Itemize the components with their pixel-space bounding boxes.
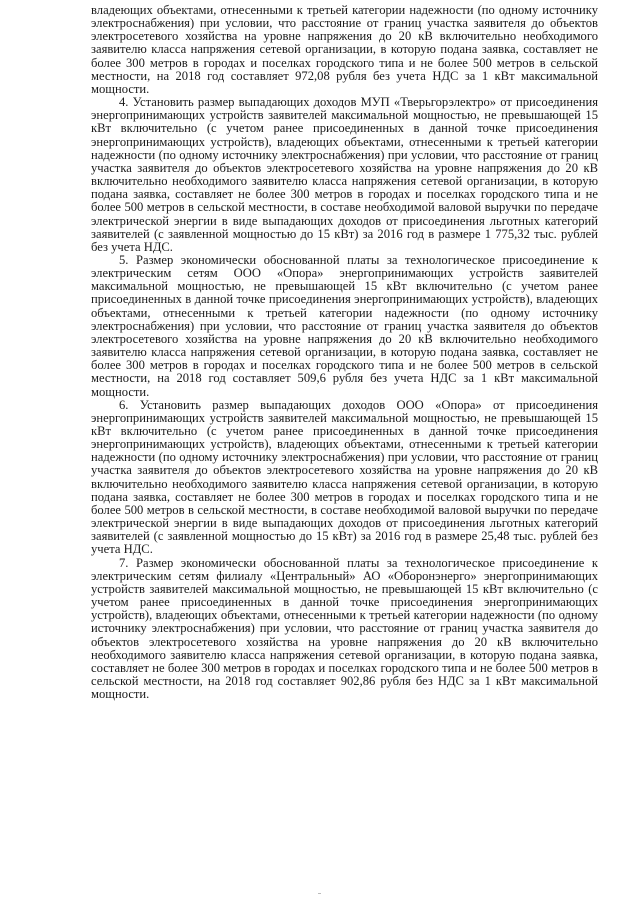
paragraph-item-5: 5. Размер экономически обоснованной платы за технологическое присоединение к электрическим сетям ООО «Опора» энергопринимающих устройств заявителей максимальной мощностью, не превышающей 15 кВт включительно (с учетом ранее присоединенных в данной точке присоединения энергопринимающих устройств), владеющих объектами, отнесенными к третьей категории надежности (по одному источнику электроснабжения) при условии, что расстояние от границ участка заявителя до объектов электросетевого хозяйства на уровне напряжения до 20 кВ включительно необходимого заявителю класса напряжения сетевой организации, в которую подана заявка, составляет не более 300 метров в городах и поселках городского типа и не более 500 метров в сельской местности, на 2018 год составляет 509,6 рубля без учета НДС за 1 кВт максимальной мощности. bbox=[91, 252, 598, 399]
paragraph-continuation: владеющих объектами, отнесенными к третьей категории надежности (по одному источнику электроснабжения) при условии, что расстояние от границ участка заявителя до объектов электросетевого хозяйства на уровне напряжения до 20 кВ включительно необходимого заявителю класса напряжения сетевой организации, в которую подана заявка, составляет не более 300 метров в городах и поселках городского типа и не более 500 метров в сельской местности, на 2018 год составляет 972,08 рубля без учета НДС за 1 кВт максимальной мощности. bbox=[91, 3, 598, 96]
paragraph-item-4: 4. Установить размер выпадающих доходов МУП «Тверьгорэлектро» от присоединения энергопринимающих устройств заявителей максимальной мощностью, не превышающей 15 кВт включительно (с учетом ранее присоединенных в данной точке присоединения энергопринимающих устройств), владеющих объектами, отнесенными к третьей категории надежности (по одному источнику электроснабжения) при условии, что расстояние от границ участка заявителя до объектов электросетевого хозяйства на уровне напряжения до 20 кВ включительно необходимого заявителю класса напряжения сетевой организации, в которую подана заявка, составляет не более 300 метров в городах и поселках городского типа и не более 500 метров в сельской местности, в составе необходимой валовой выручки по передаче электрической энергии в виде выпадающих доходов от присоединения льготных категорий заявителей (с заявленной мощностью до 15 кВт) за 2016 год в размере 1 775,32 тыс. рублей без учета НДС. bbox=[91, 95, 598, 254]
paragraph-item-6: 6. Установить размер выпадающих доходов ООО «Опора» от присоединения энергопринимающих устройств заявителей максимальной мощностью, не превышающей 15 кВт включительно (с учетом ранее присоединенных в данной точке присоединения энергопринимающих устройств), владеющих объектами, отнесенными к третьей категории надежности (по одному источнику электроснабжения) при условии, что расстояние от границ участка заявителя до объектов электросетевого хозяйства на уровне напряжения до 20 кВ включительно необходимого заявителю класса напряжения сетевой организации, в которую подана заявка, составляет не более 300 метров в городах и поселках городского типа и не более 500 метров в сельской местности, в составе необходимой валовой выручки по передаче электрической энергии в виде выпадающих доходов от присоединения льготных категорий заявителей (с заявленной мощностью до 15 кВт) за 2016 год в размере 25,48 тыс. рублей без учета НДС. bbox=[91, 397, 598, 557]
paragraph-item-7: 7. Размер экономически обоснованной платы за технологическое присоединение к электрическим сетям филиалу «Центральный» АО «Оборонэнерго» энергопринимающих устройств заявителей максимальной мощностью, не превышающей 15 кВт включительно (с учетом ранее присоединенных в данной точке присоединения энергопринимающих устройств), владеющих объектами, отнесенными к третьей категории надежности (по одному источнику электроснабжения) при условии, что расстояние от границ участка заявителя до объектов электросетевого хозяйства на уровне напряжения до 20 кВ включительно необходимого заявителю класса напряжения сетевой организации, в которую подана заявка, составляет не более 300 метров в городах и поселках городского типа и не более 500 метров в сельской местности, на 2018 год составляет 902,86 рубля без НДС за 1 кВт максимальной мощности. bbox=[91, 555, 598, 702]
scan-mark bbox=[318, 893, 321, 894]
